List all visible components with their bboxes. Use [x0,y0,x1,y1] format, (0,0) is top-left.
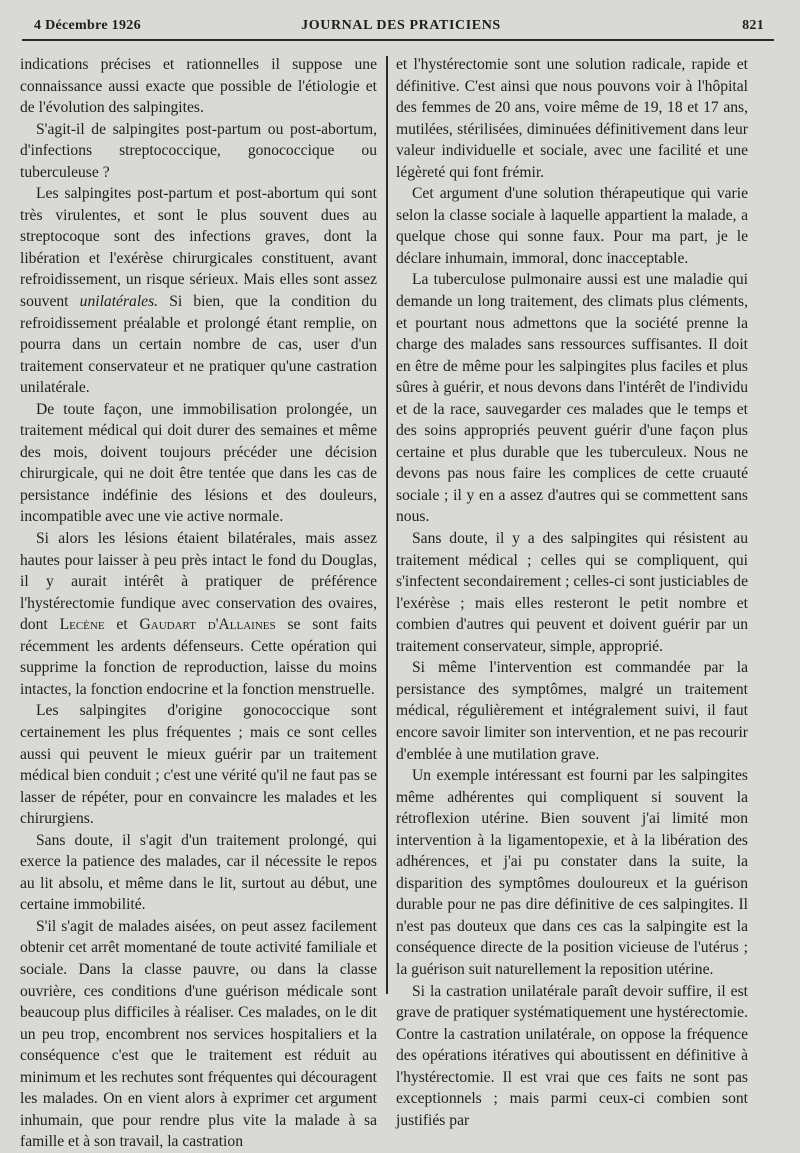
author-name: Gaudart d'Allaines [139,616,276,634]
paragraph: Un exemple intéressant est fourni par les salpingites même adhérentes qui compliquent si souvent la rétroflexion utérine. Bien souvent j'ai limité mon intervention à la ligamentopexie, et à la libération des adhérences, et j'ai pu constater dans la suite, la disparition des symptômes douloureux et la guérison durable pour ne pas dire définitive de ces salpingites. Il n'est pas douteux que dans ces cas la salpingite est la conséquence directe de la position vicieuse de l'utérus ; la guérison suit naturellement la reposition utérine. [396,767,748,978]
text-run: se sont faits récemment les ardents défenseurs. Cette opération qui supprime la fonction de reproduction, laisse du moins intactes, la fonction endocrine et la fonction menstruelle. [20,616,377,698]
paragraph: S'agit-il de salpingites post-partum ou post-abortum, d'infections streptococcique, gonococcique ou tuberculeuse ? [20,120,377,181]
paragraph: Cet argument d'une solution thérapeutique qui varie selon la classe sociale à laquelle appartient la malade, a quelque chose qui sonne faux. Pour ma part, je le déclare inhumain, immoral, donc inacceptable. [396,185,748,267]
text-run: et [104,616,140,634]
left-column [20,54,377,1151]
paragraph [20,183,377,398]
column-rule [386,56,388,994]
paragraph: et l'hystérectomie sont une solution radicale, rapide et définitive. C'est ainsi que nous pouvons voir à l'hôpital des femmes de 20 ans, voire même de 19, 18 et 17 ans, mutilées, stérilisées, diminuées définitivement dans leur valeur individuelle et sociale, avec une facilité et une légèreté qui font frémir. [396,56,748,181]
paragraph [20,528,377,700]
author-name: Lecène [59,616,105,634]
paragraph: Sans doute, il s'agit d'un traitement prolongé, qui exerce la patience des malades, car il nécessite le repos au lit absolu, et même dans le lit, surtout au début, une certaine immobilité. [20,831,377,914]
running-head [26,16,776,38]
paragraph: Si la castration unilatérale paraît devoir suffire, il est grave de pratiquer systématiquement une hystérectomie. Contre la castration unilatérale, on oppose la fréquence des opérations itératives qui aboutissent en définitive à l'hystérectomie. Il est vrai que ces faits ne sont pas exceptionnels ; mais parmi ceux-ci combien sont justifiés par [396,982,748,1129]
paragraph: De toute façon, une immobilisation prolongée, un traitement médical qui doit durer des semaines et même des mois, doivent toujours précéder une décision chirurgicale, qui ne doit être tentée que dans les cas de persistance indéfinie des lésions et des douleurs, incompatible avec une vie active normale. [20,400,377,526]
paragraph: Sans doute, il y a des salpingites qui résistent au traitement médical ; celles qui se compliquent, qui s'infectent secondairement ; celles-ci sont justiciables de l'exérèse ; mais elles resteront le petit nombre et combien d'autres qui peuvent et doivent guérir par un traitement conservateur, simple, approprié. [396,530,748,655]
text-run: Si alors les lésions étaient bilatérales, mais assez hautes pour laisser à peu près intact le fond du Douglas, il y aurait intérêt à pratiquer de préférence l'hystérectomie fundique avec conservation des ovaires, dont [20,530,377,634]
right-column [396,54,748,1129]
paragraph: Si même l'intervention est commandée par la persistance des symptômes, malgré un traitement médical, régulièrement et intégralement suivi, il faut encore savoir limiter son intervention, et ne pas recourir d'emblée à une mutilation grave. [396,659,748,763]
text-run: Si bien, que la condition du refroidissement préalable et prolongé étant remplie, on pourra dans un certain nombre de cas, user d'un traitement conservateur et ne pratiquer qu'une castration unilatérale. [20,293,377,397]
paragraph: S'il s'agit de malades aisées, on peut assez facilement obtenir cet arrêt momentané de toute activité familiale et sociale. Dans la classe pauvre, ou dans la classe ouvrière, ces conditions d'une guérison médicale sont beaucoup plus difficiles à réaliser. Ces malades, on le dit un peu trop, encombrent nos services hospitaliers et la conséquence c'est que le traitement est réduit au minimum et les rechutes sont fréquentes qui découragent les malades. On en vient alors à exprimer cet argument inhumain, que pour rendre plus vite la malade à sa famille et à son travail, la castration [20,917,377,1151]
text-run: Les salpingites post-partum et post-abortum qui sont très virulentes, et sont le plus souvent dues au streptocoque sont des infections graves, dont la libération et l'exérèse chirurgicales constituent, avant refroidissement, un risque sérieux. Mais elles sont assez souvent [20,185,377,311]
emphasis: unilatérales. [79,293,159,311]
issue-date: 4 Décembre 1926 [34,18,141,33]
paragraph: Les salpingites d'origine gonococcique sont certainement les plus fréquentes ; mais ce sont celles aussi qui peuvent le mieux guérir par un traitement médical bien conduit ; c'est une vérité qu'il ne faut pas se lasser de répéter, pour en convaincre les malades et les chirurgiens. [20,702,377,828]
journal-title: JOURNAL DES PRATICIENS [301,18,501,33]
page-number: 821 [742,18,764,33]
paragraph: indications précises et rationnelles il suppose une connaissance aussi exacte que possible de l'étiologie et de l'évolution des salpingites. [20,56,377,117]
header-rule [22,39,774,41]
paragraph: La tuberculose pulmonaire aussi est une maladie qui demande un long traitement, des climats plus cléments, et pourtant nous admettons que la société prenne la charge des malades sans ressources suffisantes. Il doit en être de même pour les salpingites plus faciles et plus sûres à guérir, et nous devons dans l'intérêt de l'individu et de la race, sauvegarder ces malades que le temps et des soins appropriés peuvent guérir d'une façon plus certaine et plus durable que les tuberculeux. Nous ne devons pas nous faire les complices de cette cruauté sociale ; il y en a assez d'autres qui se commettent sans nous. [396,271,748,526]
